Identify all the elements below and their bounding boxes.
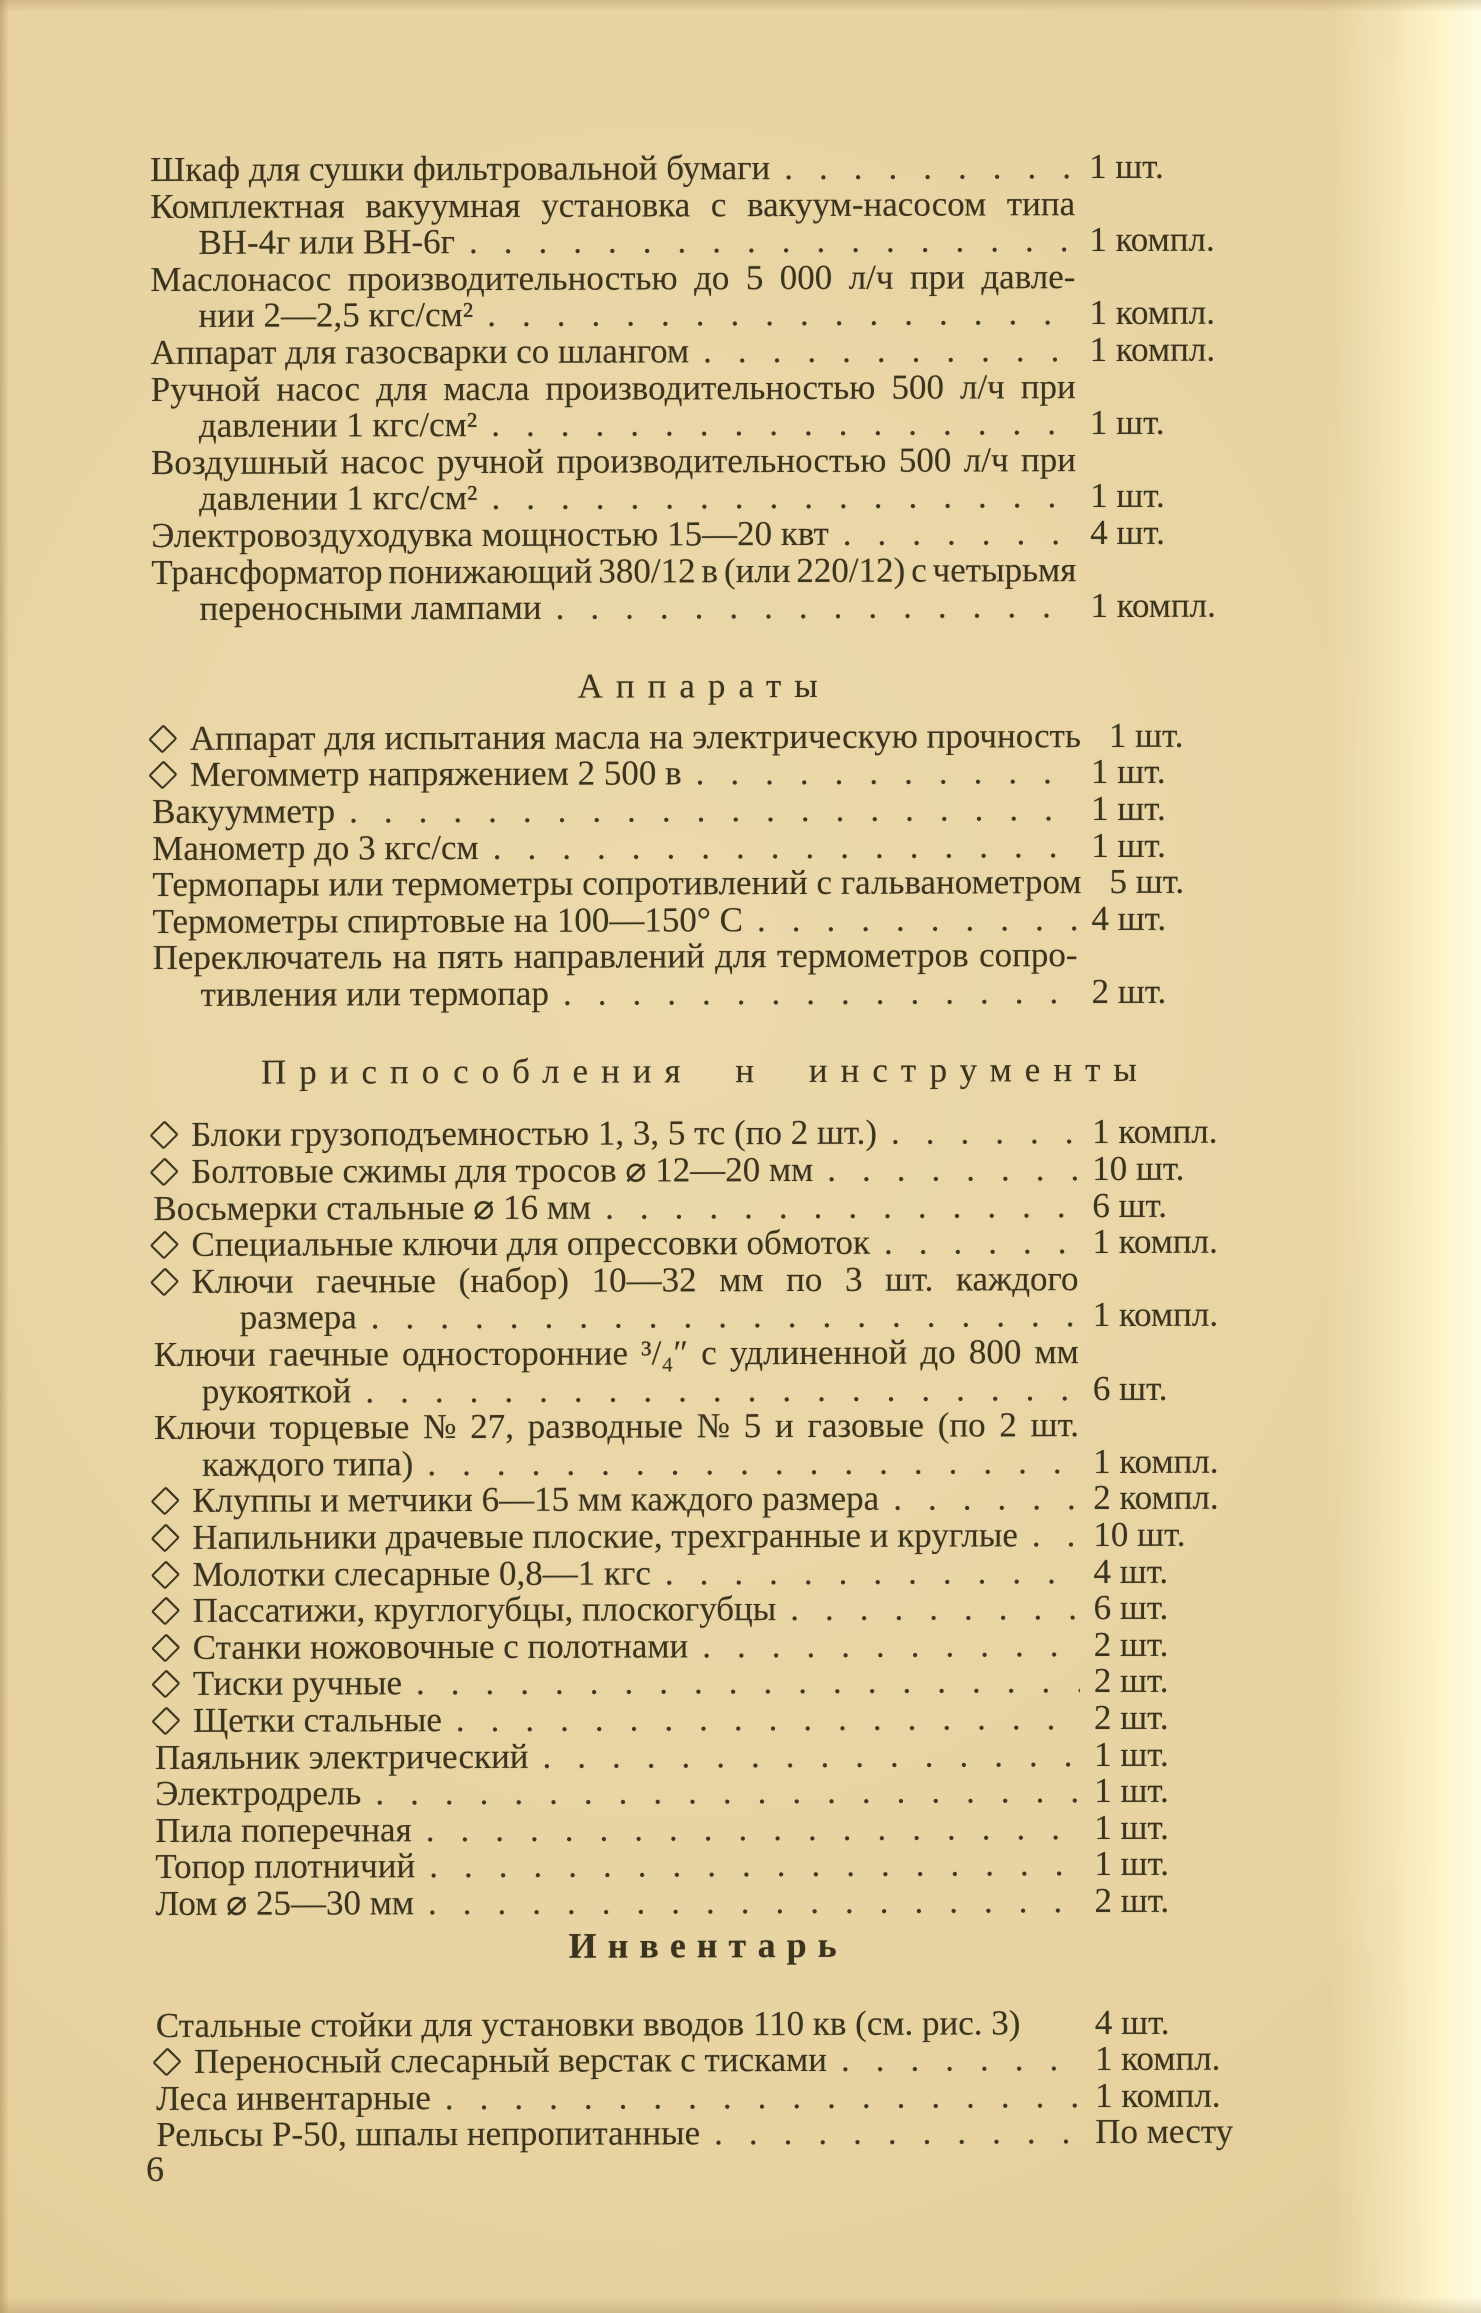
page-number: 6 xyxy=(146,2149,164,2189)
list-item xyxy=(155,1770,1260,1814)
item-text: Щетки стальные xyxy=(192,1700,442,1740)
item-text: Маслонасос производительностью до 5 000 л/ч при давле- xyxy=(150,256,1076,299)
list-item xyxy=(155,1846,1260,1886)
item-text: Ключи торцевые № 27, разводные № 5 и газовые (по 2 шт. xyxy=(153,1405,1080,1448)
item-text: Молотки слесарные 0,8—1 кгс xyxy=(192,1553,651,1594)
section-prisposobleniya xyxy=(153,1051,1261,1923)
list-item xyxy=(155,1699,1260,1739)
item-text: Электровоздуходувка мощностью 15—20 квт xyxy=(151,513,829,555)
section-apparaty xyxy=(152,665,1258,1013)
dot-leader xyxy=(357,1298,1079,1337)
quantity-value: По месту xyxy=(1095,2111,1234,2152)
dot-leader xyxy=(335,791,1077,830)
item-text: Восьмерки стальные ⌀ 16 мм xyxy=(153,1187,592,1228)
quantity-value: 1 шт. xyxy=(1094,1844,1170,1884)
list-item xyxy=(155,1882,1260,1922)
item-text: Напильники драчевые плоские, трехгранные и круглые xyxy=(192,1515,1018,1557)
dot-leader xyxy=(455,222,1075,261)
dot-leader xyxy=(827,2041,1081,2078)
dot-leader xyxy=(479,828,1078,866)
item-text: Ручной насос для масла производительностью 500 л/ч при xyxy=(150,366,1076,409)
list-item xyxy=(156,2077,1261,2117)
list-item xyxy=(155,1809,1260,1849)
quantity-value: 1 шт. xyxy=(1090,476,1165,516)
item-text: размера xyxy=(239,1297,357,1338)
quantity-value: 1 шт. xyxy=(1091,788,1166,828)
item-text: давлении 1 кгс/см² xyxy=(199,478,478,519)
quantity-value: 6 шт. xyxy=(1093,1587,1169,1628)
dot-leader xyxy=(549,974,1078,1012)
item-text: Переключатель на пять направлений для термометров сопро- xyxy=(152,935,1078,978)
list-item xyxy=(151,551,1256,628)
item-text: Трансформатор понижающий 380/12 в (или 220/12) с четырьмя xyxy=(151,549,1077,592)
item-text: Пассатижи, круглогубцы, плоскогубцы xyxy=(192,1589,777,1631)
list-item xyxy=(156,2038,1261,2081)
quantity-value: 2 шт. xyxy=(1093,1624,1169,1664)
list-item xyxy=(153,1114,1258,1154)
list-item xyxy=(154,1480,1259,1520)
quantity-value: 1 компл. xyxy=(1089,293,1215,333)
item-text: рукояткой xyxy=(201,1370,352,1411)
quantity-value: 2 шт. xyxy=(1091,971,1167,1011)
dot-leader xyxy=(414,1883,1081,1922)
quantity-value: 4 шт. xyxy=(1093,1551,1169,1591)
list-item xyxy=(155,1587,1260,1631)
list-item xyxy=(152,754,1257,794)
item-text: Паяльник электрический xyxy=(154,1736,529,1777)
list-item xyxy=(150,185,1255,262)
list-item xyxy=(152,937,1257,1014)
item-text: Термометры спиртовые на 100—150° С xyxy=(152,899,743,941)
quantity-value: 1 компл. xyxy=(1093,1441,1219,1481)
dot-leader xyxy=(412,1810,1081,1849)
list-item xyxy=(151,514,1256,554)
list-item xyxy=(151,331,1256,371)
item-text: Станки ножовочные с полотнами xyxy=(192,1626,689,1667)
quantity-value: 5 шт. xyxy=(1109,861,1185,902)
quantity-value: 1 шт. xyxy=(1091,825,1166,865)
list-item xyxy=(154,1553,1259,1593)
list-item xyxy=(155,1663,1260,1703)
quantity-value: 1 шт. xyxy=(1108,715,1184,755)
list-item xyxy=(156,2004,1261,2044)
item-text: Специальные ключи для опрессовки обмоток xyxy=(191,1222,871,1265)
dot-leader xyxy=(528,1737,1080,1775)
dot-leader xyxy=(688,1627,1080,1665)
item-text: Топор плотничий xyxy=(155,1846,416,1887)
equipment-list xyxy=(149,146,1261,2155)
section-heading: Инвентарь xyxy=(568,1924,848,1966)
item-text: Леса инвентарные xyxy=(156,2077,431,2118)
item-text: Аппарат для газосварки со шлангом xyxy=(150,331,690,372)
dot-leader xyxy=(473,295,1075,333)
quantity-value: 6 шт. xyxy=(1092,1185,1167,1225)
dot-leader xyxy=(770,149,1075,187)
list-item xyxy=(153,1148,1258,1191)
section-heading: Аппараты xyxy=(577,665,831,706)
item-text: Воздушный насос ручной производительностью 500 л/ч при xyxy=(150,439,1077,482)
item-text: тивления или термопар xyxy=(200,973,550,1014)
item-text: ВН-4г или ВН-6г xyxy=(198,222,456,263)
list-item xyxy=(152,790,1257,830)
list-item xyxy=(153,1260,1258,1337)
item-text: Вакуумметр xyxy=(152,791,336,831)
dot-leader xyxy=(431,2078,1081,2117)
quantity-value: 2 шт. xyxy=(1093,1661,1169,1701)
list-item xyxy=(155,1736,1260,1776)
dot-leader xyxy=(361,1773,1080,1812)
item-text: Лом ⌀ 25—30 мм xyxy=(155,1883,415,1923)
quantity-value: 1 компл. xyxy=(1092,1221,1218,1262)
dot-leader xyxy=(651,1554,1080,1592)
quantity-value: 6 шт. xyxy=(1092,1368,1168,1408)
list-item xyxy=(155,1626,1260,1666)
item-text: Ключи гаечные (набор) 10—32 мм по 3 шт. каждого xyxy=(191,1258,1079,1301)
item-text: переносными лампами xyxy=(199,587,542,628)
quantity-value: 1 компл. xyxy=(1089,219,1215,260)
section-heading: Приспособления н инструменты xyxy=(260,1050,1150,1093)
quantity-value: 4 шт. xyxy=(1091,898,1167,938)
dot-leader xyxy=(442,1700,1080,1739)
quantity-value: 1 компл. xyxy=(1090,585,1216,626)
list-item xyxy=(152,861,1257,905)
list-item xyxy=(149,146,1255,189)
dot-leader xyxy=(743,901,1078,939)
dot-leader xyxy=(879,1480,1079,1517)
quantity-value: 2 компл. xyxy=(1093,1478,1219,1518)
dot-leader xyxy=(477,405,1076,443)
quantity-value: 1 компл. xyxy=(1094,2038,1221,2079)
quantity-value: 4 шт. xyxy=(1094,2002,1170,2042)
quantity-value: 1 шт. xyxy=(1093,1734,1169,1774)
dot-leader xyxy=(870,1224,1079,1261)
item-text: Мегомметр напряжением 2 500 в xyxy=(189,753,682,795)
list-item xyxy=(150,258,1255,335)
list-item xyxy=(152,827,1257,867)
quantity-value: 10 шт. xyxy=(1092,1148,1185,1189)
quantity-value: 1 компл. xyxy=(1095,2075,1221,2115)
dot-leader xyxy=(413,1444,1079,1483)
list-item xyxy=(154,1407,1259,1484)
item-text: Пила поперечная xyxy=(155,1809,412,1850)
item-text: Переносный слесарный верстак с тисками xyxy=(193,2040,828,2081)
dot-leader xyxy=(541,588,1076,626)
dot-leader xyxy=(700,2114,1081,2152)
dot-leader xyxy=(689,332,1076,370)
item-text: каждого типа) xyxy=(202,1443,414,1484)
dot-leader xyxy=(415,1846,1080,1885)
list-item xyxy=(154,1514,1259,1557)
item-text: Электродрель xyxy=(155,1773,362,1814)
item-text: давлении 1 кгс/см² xyxy=(198,405,478,446)
item-text: Тиски ручные xyxy=(192,1663,403,1704)
dot-leader xyxy=(776,1590,1079,1628)
dot-leader xyxy=(351,1371,1079,1410)
quantity-value: 1 компл. xyxy=(1092,1295,1219,1335)
item-text: Блоки грузоподъемностью 1, 3, 5 тс (по 2 шт.) xyxy=(191,1113,878,1155)
item-text: Клуппы и метчики 6—15 мм каждого размера xyxy=(192,1479,880,1521)
list-item xyxy=(153,1187,1258,1227)
quantity-value: 10 шт. xyxy=(1093,1514,1186,1555)
list-item xyxy=(154,1334,1259,1411)
item-text: Манометр до 3 кгс/см xyxy=(152,827,479,868)
dot-leader xyxy=(477,478,1076,516)
quantity-value: 1 шт. xyxy=(1089,402,1165,443)
dot-leader xyxy=(682,754,1077,792)
quantity-value: 1 шт. xyxy=(1094,1770,1169,1811)
list-item xyxy=(151,441,1256,518)
list-item xyxy=(156,2111,1261,2155)
item-text: Шкаф для сушки фильтровальной бумаги xyxy=(149,148,771,189)
dot-leader xyxy=(402,1663,1080,1702)
section-inventar xyxy=(156,1925,1262,2154)
list-item xyxy=(152,717,1257,757)
quantity-value: 2 шт. xyxy=(1093,1697,1169,1738)
dot-leader xyxy=(813,1151,1078,1188)
list-item xyxy=(152,900,1257,940)
dot-leader xyxy=(1018,1517,1080,1554)
quantity-value: 1 шт. xyxy=(1090,752,1166,792)
list-item xyxy=(151,368,1256,445)
item-text: Термопары или термометры сопротивлений с гальванометром xyxy=(152,862,1082,905)
quantity-value: 1 компл. xyxy=(1089,329,1216,370)
item-text: Ключи гаечные односторонние ³/₄″ с удлиненной до 800 мм xyxy=(153,1332,1079,1375)
section-main xyxy=(149,146,1256,628)
dot-leader xyxy=(591,1188,1078,1226)
item-text: Стальные стойки для установки вводов 110 кв (см. рис. 3) xyxy=(155,2002,1021,2045)
item-text: Болтовые сжимы для тросов ⌀ 12—20 мм xyxy=(191,1149,814,1191)
quantity-value: 2 шт. xyxy=(1094,1880,1170,1920)
dot-leader xyxy=(829,515,1077,552)
item-text: нии 2—2,5 кгс/см² xyxy=(198,295,474,336)
quantity-value: 1 компл. xyxy=(1092,1112,1218,1152)
quantity-value: 1 шт. xyxy=(1094,1807,1169,1847)
item-text: Аппарат для испытания масла на электрическую прочность xyxy=(189,715,1081,758)
quantity-value: 4 шт. xyxy=(1090,512,1165,552)
item-text: Рельсы Р-50, шпалы непропитанные xyxy=(156,2113,701,2155)
item-text: Комплектная вакуумная установка с вакуум-насосом типа xyxy=(150,183,1076,226)
quantity-value: 1 шт. xyxy=(1088,146,1164,187)
dot-leader xyxy=(877,1115,1078,1152)
list-item xyxy=(153,1221,1258,1265)
